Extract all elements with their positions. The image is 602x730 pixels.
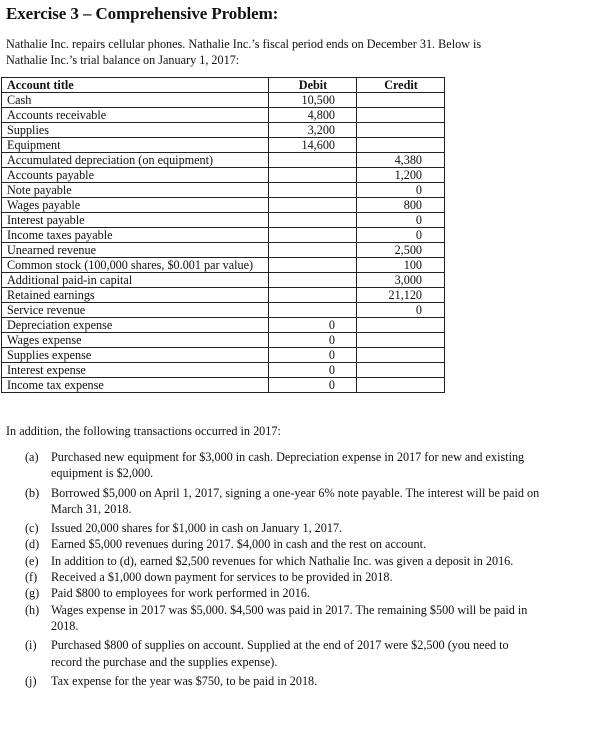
transaction-text: Purchased $800 of supplies on account. Supplied at the end of 2017 were $2,500 (you need to record the purchase and the supplies expense). (51, 638, 509, 669)
credit-cell: 0 (357, 213, 445, 228)
debit-cell: 4,800 (269, 108, 357, 123)
account-title-cell: Retained earnings (2, 288, 269, 303)
debit-cell: 0 (269, 333, 357, 348)
transaction-item-j (0, 673, 560, 689)
trial-balance-body (2, 93, 445, 393)
table-row (2, 303, 445, 318)
credit-cell (357, 363, 445, 378)
account-title-cell: Service revenue (2, 303, 269, 318)
account-title-cell: Accounts payable (2, 168, 269, 183)
table-row (2, 363, 445, 378)
account-title-cell: Income taxes payable (2, 228, 269, 243)
account-title-cell: Income tax expense (2, 378, 269, 393)
table-row (2, 123, 445, 138)
transaction-label: (c) (25, 521, 39, 536)
debit-cell: 0 (269, 318, 357, 333)
transaction-item-c (0, 520, 560, 536)
account-title-cell: Equipment (2, 138, 269, 153)
transaction-label: (e) (25, 553, 39, 568)
account-title-cell: Supplies expense (2, 348, 269, 363)
trial-balance-table (1, 77, 445, 393)
credit-cell: 4,380 (357, 153, 445, 168)
table-row (2, 288, 445, 303)
credit-cell: 0 (357, 228, 445, 243)
credit-cell (357, 108, 445, 123)
account-title-cell: Depreciation expense (2, 318, 269, 333)
table-row (2, 138, 445, 153)
table-row (2, 333, 445, 348)
credit-cell (357, 348, 445, 363)
transaction-text: Borrowed $5,000 on April 1, 2017, signing a one-year 6% note payable. The interest will be paid on March 31, 2018. (51, 485, 540, 516)
debit-cell (269, 213, 357, 228)
debit-cell (269, 198, 357, 213)
transaction-item-b (0, 485, 560, 518)
transaction-text: Wages expense in 2017 was $5,000. $4,500 was paid in 2017. The remaining $500 will be paid in 2018. (51, 602, 528, 633)
transaction-label: (h) (25, 602, 40, 617)
account-title-cell: Wages expense (2, 333, 269, 348)
transaction-text: In addition to (d), earned $2,500 revenues for which Nathalie Inc. was given a deposit in 2016. (51, 553, 514, 568)
account-title-cell: Wages payable (2, 198, 269, 213)
table-row (2, 348, 445, 363)
table-row (2, 378, 445, 393)
header-credit: Credit (357, 78, 445, 93)
account-title-cell: Interest payable (2, 213, 269, 228)
table-row (2, 168, 445, 183)
debit-cell: 14,600 (269, 138, 357, 153)
transactions-list (0, 449, 560, 689)
transaction-item-f (0, 569, 560, 585)
transaction-label: (j) (25, 673, 37, 688)
table-row (2, 258, 445, 273)
debit-cell: 3,200 (269, 123, 357, 138)
table-row (2, 153, 445, 168)
credit-cell: 2,500 (357, 243, 445, 258)
credit-cell (357, 333, 445, 348)
debit-cell: 10,500 (269, 93, 357, 108)
account-title-cell: Cash (2, 93, 269, 108)
transaction-item-e (0, 553, 560, 569)
transaction-item-h (0, 602, 560, 635)
debit-cell (269, 153, 357, 168)
credit-cell: 1,200 (357, 168, 445, 183)
intro-line-1: Nathalie Inc. repairs cellular phones. Nathalie Inc.’s fiscal period ends on December 31. Below is (6, 37, 482, 51)
transaction-text: Issued 20,000 shares for $1,000 in cash on January 1, 2017. (51, 521, 343, 536)
debit-cell (269, 258, 357, 273)
table-row (2, 183, 445, 198)
table-row (2, 198, 445, 213)
account-title-cell: Accounts receivable (2, 108, 269, 123)
account-title-cell: Note payable (2, 183, 269, 198)
credit-cell (357, 93, 445, 108)
debit-cell (269, 183, 357, 198)
debit-cell (269, 288, 357, 303)
transaction-item-g (0, 585, 560, 601)
credit-cell: 800 (357, 198, 445, 213)
page-title: Exercise 3 – Comprehensive Problem: (6, 4, 279, 23)
account-title-cell: Common stock (100,000 shares, $0.001 par value) (2, 258, 269, 273)
transaction-item-d (0, 536, 560, 552)
account-title-cell: Interest expense (2, 363, 269, 378)
intro-paragraph (6, 36, 566, 68)
transaction-label: (i) (25, 638, 37, 653)
credit-cell (357, 138, 445, 153)
transaction-text: Purchased new equipment for $3,000 in cash. Depreciation expense in 2017 for new and existing equipment is $2,000. (51, 450, 525, 481)
debit-cell: 0 (269, 363, 357, 378)
credit-cell: 0 (357, 303, 445, 318)
header-debit: Debit (269, 78, 357, 93)
credit-cell (357, 123, 445, 138)
account-title-cell: Unearned revenue (2, 243, 269, 258)
transaction-item-i (0, 637, 560, 670)
debit-cell (269, 303, 357, 318)
transaction-text: Received a $1,000 down payment for services to be provided in 2018. (51, 570, 393, 585)
credit-cell: 3,000 (357, 273, 445, 288)
transaction-label: (a) (25, 450, 39, 464)
table-header-row (2, 78, 445, 93)
debit-cell (269, 273, 357, 288)
credit-cell (357, 378, 445, 393)
account-title-cell: Additional paid-in capital (2, 273, 269, 288)
transaction-label: (b) (25, 485, 40, 500)
intro-line-2: Nathalie Inc.’s trial balance on January 1, 2017: (6, 53, 240, 67)
credit-cell (357, 318, 445, 333)
credit-cell: 21,120 (357, 288, 445, 303)
transaction-label: (f) (25, 570, 38, 585)
transaction-item-a (0, 449, 560, 482)
account-title-cell: Accumulated depreciation (on equipment) (2, 153, 269, 168)
table-row (2, 108, 445, 123)
debit-cell (269, 243, 357, 258)
account-title-cell: Supplies (2, 123, 269, 138)
transaction-text: Paid $800 to employees for work performed in 2016. (51, 586, 310, 601)
debit-cell: 0 (269, 378, 357, 393)
debit-cell: 0 (269, 348, 357, 363)
transaction-label: (d) (25, 537, 40, 552)
table-row (2, 228, 445, 243)
debit-cell (269, 168, 357, 183)
table-row (2, 93, 445, 108)
transaction-text: Earned $5,000 revenues during 2017. $4,000 in cash and the rest on account. (51, 537, 427, 552)
credit-cell: 0 (357, 183, 445, 198)
transaction-text: Tax expense for the year was $750, to be paid in 2018. (51, 673, 318, 688)
debit-cell (269, 228, 357, 243)
table-row (2, 213, 445, 228)
table-row (2, 243, 445, 258)
transaction-label: (g) (25, 586, 40, 601)
header-account-title: Account title (2, 78, 269, 93)
credit-cell: 100 (357, 258, 445, 273)
table-row (2, 318, 445, 333)
table-row (2, 273, 445, 288)
transactions-intro: In addition, the following transactions occurred in 2017: (6, 424, 281, 438)
